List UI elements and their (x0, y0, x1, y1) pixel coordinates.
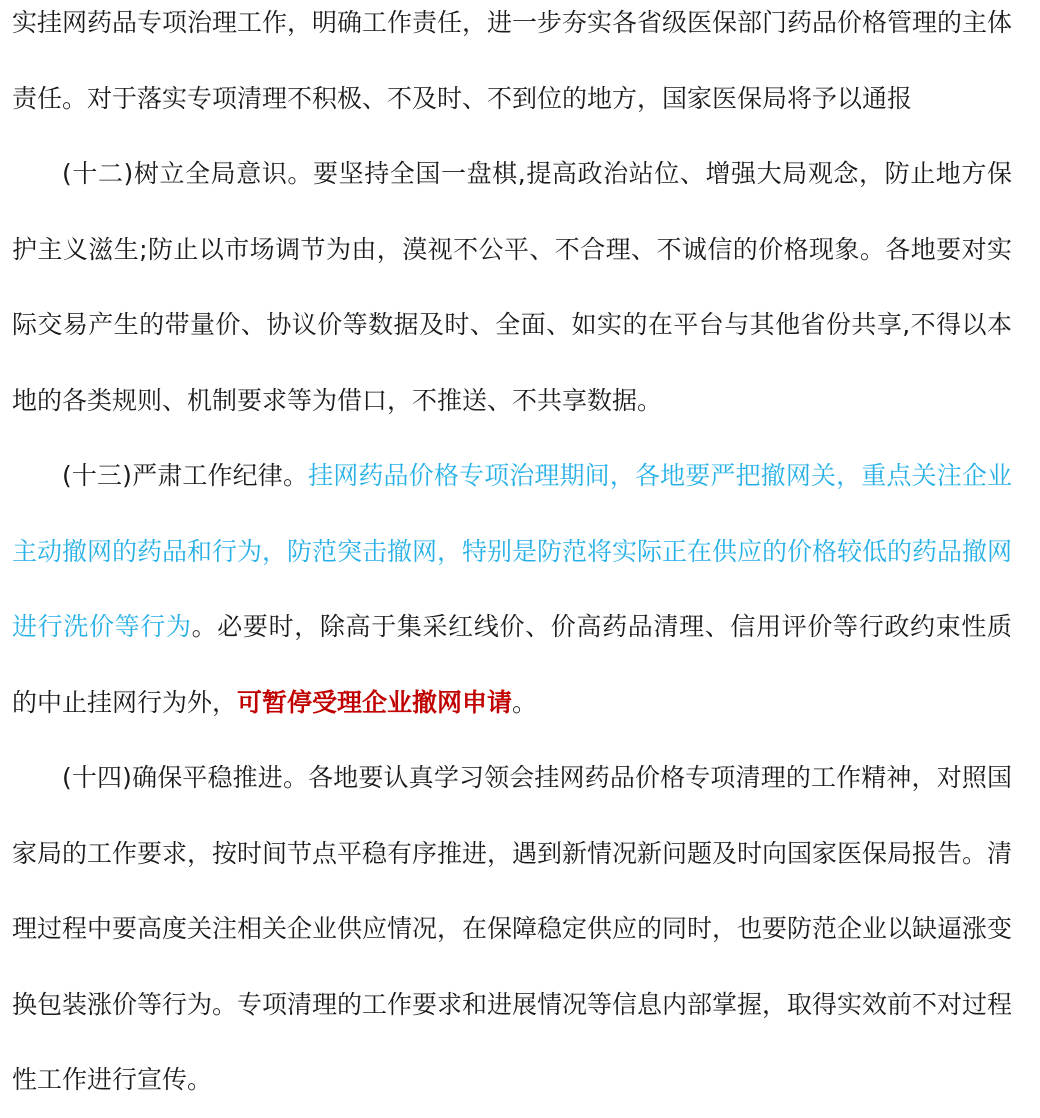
discipline-end-text: 。 (512, 687, 538, 717)
paragraph-global-awareness: (十二)树立全局意识。要坚持全国一盘棋,提高政治站位、增强大局观念，防止地方保护主义滋生;防止以市场调节为由，漠视不公平、不合理、不诚信的价格现象。各地要对实际交易产生的带量价、协议价等数据及时、全面、如实的在平台与其他省份共享,不得以本地的各类规则、机制要求等为借口，不推送、不共享数据。 (12, 159, 1012, 415)
paragraph-work-discipline (12, 438, 1012, 740)
document-body (12, 0, 1012, 1118)
highlight-blue-text: 挂网药品价格专项治理期间，各地要严把撤网关，重点关注企业主动撤网的药品和行为，防范突击撤网，特别是防范将实际正在供应的价格较低的药品撤网进行洗价等行为 (12, 461, 1013, 641)
paragraph-responsibility: 实挂网药品专项治理工作，明确工作责任，进一步夯实各省级医保部门药品价格管理的主体责任。对于落实专项清理不积极、不及时、不到位的地方，国家医保局将予以通报 (12, 8, 1013, 113)
section-lead-discipline: (十三)严肃工作纪律。 (62, 461, 309, 490)
paragraph-steady-progress: (十四)确保平稳推进。各地要认真学习领会挂网药品价格专项清理的工作精神，对照国家局的工作要求，按时间节点平稳有序推进，遇到新情况新问题及时向国家医保局报告。清理过程中要高度关注相关企业供应情况，在保障稳定供应的同时，也要防范企业以缺逼涨变换包装涨价等行为。专项清理的工作要求和进展情况等信息内部掌握，取得实效前不对过程性工作进行宣传。 (12, 763, 1013, 1094)
discipline-middle-text: 。必要时，除高于集采红线价、价高药品清理、信用评价等行政约束性质的中止挂网行为外， (12, 612, 1012, 717)
highlight-red-text: 可暂停受理企业撤网申请 (237, 687, 513, 717)
